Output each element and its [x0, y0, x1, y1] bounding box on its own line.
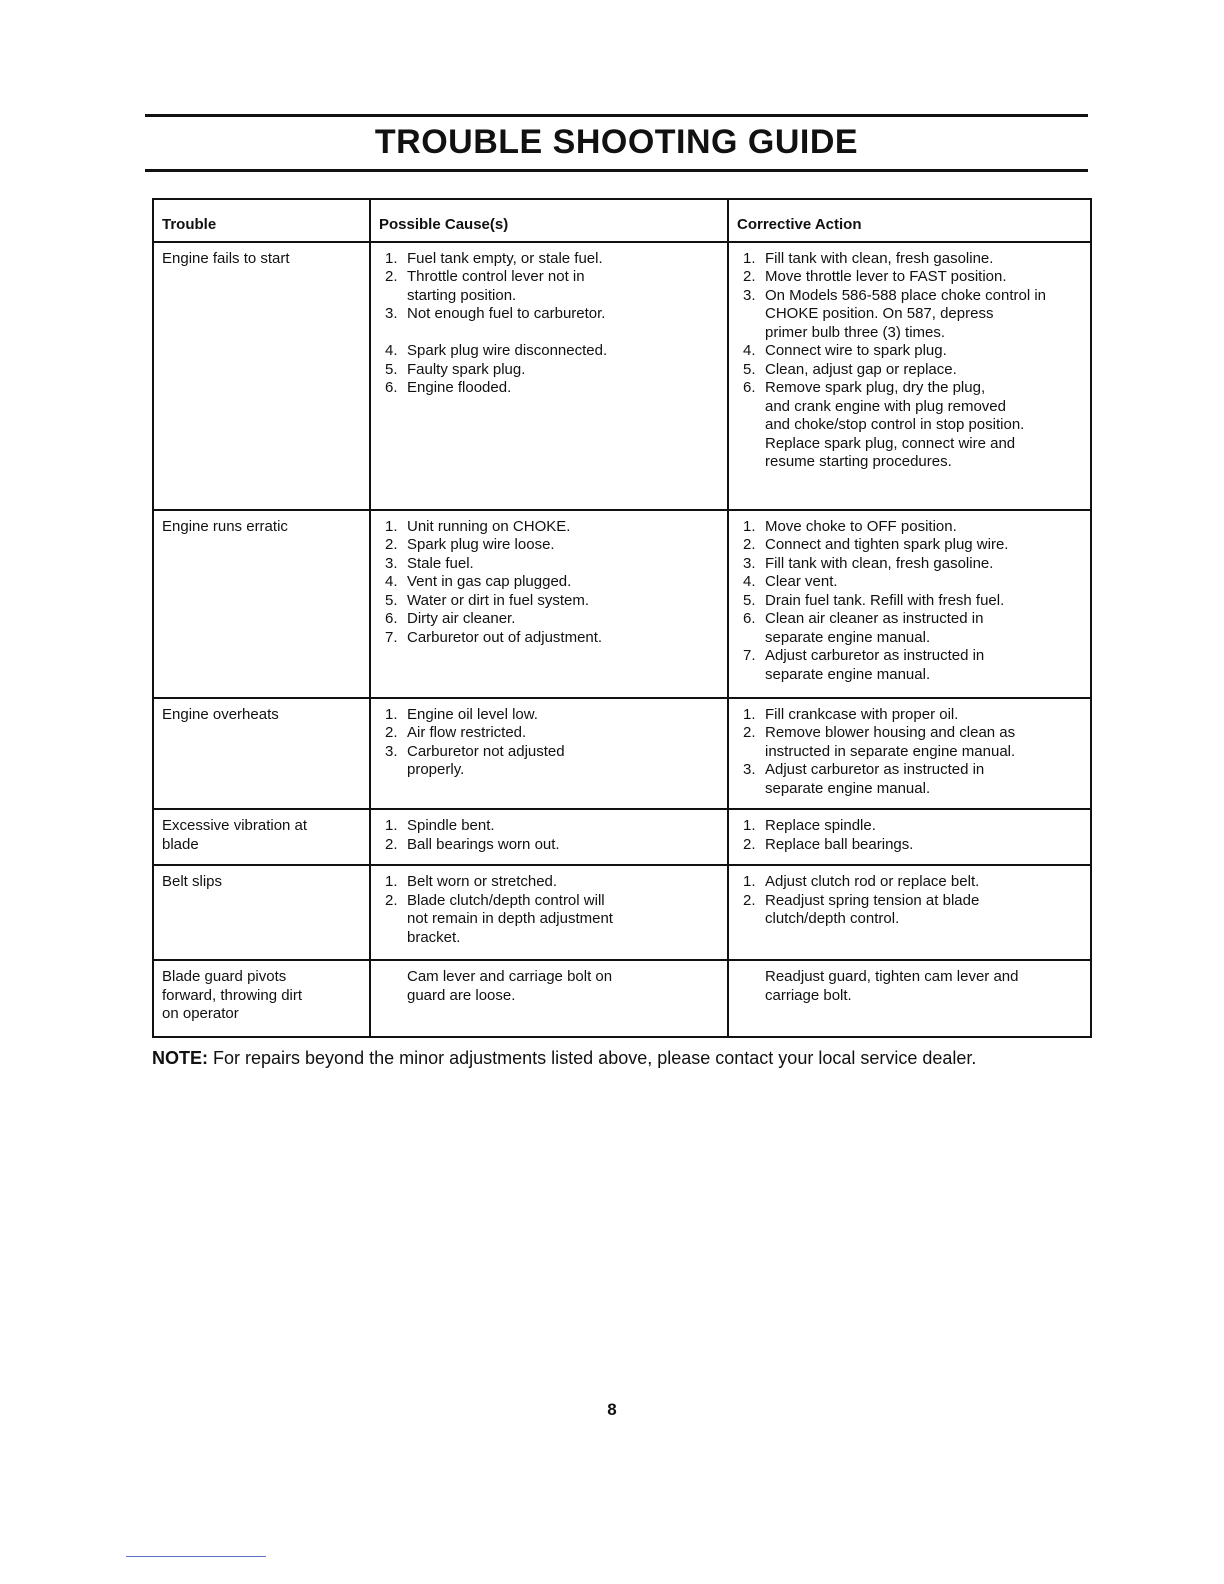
trouble-cell	[153, 960, 370, 1037]
note-text: For repairs beyond the minor adjustments listed above, please contact your local service dealer.	[208, 1048, 977, 1068]
item-number: 1.	[385, 249, 398, 267]
causes-cell	[370, 698, 728, 810]
list-item	[743, 836, 1082, 855]
list-item	[743, 250, 1082, 269]
item-text: Vent in gas cap plugged.	[407, 573, 572, 590]
list-item	[385, 629, 719, 648]
item-number: 6.	[743, 610, 756, 627]
item-text: Adjust clutch rod or replace belt.	[765, 873, 980, 890]
actions-cell	[728, 510, 1091, 698]
item-number: 1.	[743, 705, 756, 723]
causes-cell	[370, 865, 728, 960]
item-text: Belt worn or stretched.	[407, 873, 558, 890]
item-text: Remove spark plug, dry the plug, and crank engine with plug removed and choke/stop control in stop position. Replace spark plug, connect wire and resume starting procedures.	[765, 379, 1025, 470]
list-item	[743, 706, 1082, 725]
list-item	[385, 250, 719, 269]
list-item	[385, 573, 719, 592]
actions-list	[737, 518, 1082, 685]
list-item	[385, 817, 719, 836]
item-text: Clean, adjust gap or replace.	[765, 360, 957, 378]
list-item	[743, 610, 1082, 647]
list-item	[385, 342, 719, 361]
item-number: 3.	[385, 742, 398, 760]
item-number: 6.	[385, 379, 398, 396]
cause-text: Cam lever and carriage bolt on guard are loose.	[407, 968, 613, 1004]
trouble-cell	[153, 242, 370, 510]
table-row	[153, 865, 1091, 960]
item-text: Replace ball bearings.	[765, 835, 914, 853]
item-number: 3.	[743, 761, 756, 778]
causes-cell	[370, 960, 728, 1037]
list-item	[385, 536, 719, 555]
causes-cell	[370, 242, 728, 510]
actions-list	[737, 873, 1082, 929]
list-item	[385, 361, 719, 380]
causes-cell	[370, 510, 728, 698]
item-number: 2.	[385, 724, 398, 741]
item-text: Remove blower housing and clean as instructed in separate engine manual.	[765, 724, 1016, 760]
list-item	[385, 518, 719, 537]
item-text: Fill tank with clean, fresh gasoline.	[765, 249, 994, 267]
item-number: 4.	[385, 573, 398, 590]
header-corrective-action: Corrective Action	[728, 199, 1091, 242]
scan-divider-line	[126, 1556, 266, 1557]
item-text: Clear vent.	[765, 573, 838, 590]
trouble-text: Blade guard pivots forward, throwing dirt on operator	[162, 968, 303, 1022]
item-text: Spark plug wire disconnected.	[407, 342, 608, 359]
item-text: Spindle bent.	[407, 817, 495, 834]
list-item	[385, 379, 719, 398]
actions-list	[737, 250, 1082, 472]
item-number: 5.	[385, 591, 398, 609]
list-item	[743, 761, 1082, 798]
item-number: 3.	[743, 286, 756, 304]
list-item	[743, 892, 1082, 929]
list-item	[385, 268, 719, 305]
item-text: Carburetor not adjusted properly.	[407, 742, 565, 778]
table-row	[153, 510, 1091, 698]
item-number: 6.	[385, 610, 398, 627]
trouble-cell	[153, 698, 370, 810]
item-text: Spark plug wire loose.	[407, 536, 555, 553]
item-text: Unit running on CHOKE.	[407, 517, 571, 535]
item-text: Replace spindle.	[765, 817, 876, 834]
causes-cell	[370, 809, 728, 865]
page-number: 8	[607, 1400, 617, 1419]
item-number: 4.	[385, 342, 398, 359]
item-number: 2.	[743, 724, 756, 741]
list-item	[385, 873, 719, 892]
header-trouble: Trouble	[153, 199, 370, 242]
item-text: Dirty air cleaner.	[407, 610, 516, 627]
item-number: 1.	[743, 817, 756, 834]
item-number: 6.	[743, 379, 756, 396]
item-number: 3.	[743, 554, 756, 572]
trouble-text: Engine overheats	[162, 705, 279, 723]
item-number: 2.	[385, 835, 398, 853]
item-text: Carburetor out of adjustment.	[407, 628, 603, 646]
service-note	[152, 1046, 1102, 1070]
item-number: 1.	[743, 517, 756, 535]
list-item	[743, 342, 1082, 361]
page-title: TROUBLE SHOOTING GUIDE	[374, 123, 859, 161]
item-number: 2.	[743, 268, 756, 285]
item-text: Water or dirt in fuel system.	[407, 591, 589, 609]
item-number: 1.	[743, 249, 756, 267]
causes-list	[379, 250, 719, 398]
actions-list	[737, 706, 1082, 799]
list-item	[385, 724, 719, 743]
list-item	[385, 706, 719, 725]
note-label: NOTE:	[152, 1048, 208, 1068]
header-possible-causes: Possible Cause(s)	[370, 199, 728, 242]
item-number: 3.	[385, 554, 398, 572]
list-item	[385, 610, 719, 629]
item-text: On Models 586-588 place choke control in CHOKE position. On 587, depress primer bulb three (3) times.	[765, 286, 1047, 341]
list-item	[743, 379, 1082, 472]
item-text: Air flow restricted.	[407, 724, 527, 741]
list-item	[743, 268, 1082, 287]
list-item	[743, 592, 1082, 611]
item-text: Connect and tighten spark plug wire.	[765, 536, 1009, 553]
item-text: Fill tank with clean, fresh gasoline.	[765, 554, 994, 572]
item-number: 1.	[385, 817, 398, 834]
title-bottom-rule	[145, 169, 1088, 172]
item-text: Faulty spark plug.	[407, 360, 526, 378]
item-text: Engine oil level low.	[407, 705, 538, 723]
actions-cell	[728, 242, 1091, 510]
causes-list	[379, 873, 719, 947]
item-text: Throttle control lever not in starting position.	[407, 268, 585, 304]
list-item	[743, 536, 1082, 555]
item-text: Connect wire to spark plug.	[765, 342, 947, 359]
item-number: 3.	[385, 305, 398, 322]
list-item	[385, 836, 719, 855]
item-number: 4.	[743, 573, 756, 590]
list-item	[743, 361, 1082, 380]
item-number: 2.	[385, 891, 398, 909]
item-number: 5.	[743, 591, 756, 609]
list-item	[743, 724, 1082, 761]
trouble-cell	[153, 510, 370, 698]
action-text: Readjust guard, tighten cam lever and carriage bolt.	[765, 968, 1019, 1004]
item-number: 2.	[385, 536, 398, 553]
table-header-row	[153, 199, 1091, 242]
list-item	[385, 592, 719, 611]
item-number: 2.	[743, 835, 756, 853]
item-text: Fuel tank empty, or stale fuel.	[407, 249, 603, 267]
trouble-text: Belt slips	[162, 873, 223, 890]
list-item	[743, 647, 1082, 684]
trouble-text: Engine fails to start	[162, 249, 290, 267]
item-text: Move choke to OFF position.	[765, 517, 957, 535]
item-text: Drain fuel tank. Refill with fresh fuel.	[765, 591, 1005, 609]
item-text: Adjust carburetor as instructed in separate engine manual.	[765, 761, 985, 797]
item-number: 7.	[743, 647, 756, 664]
item-number: 1.	[385, 873, 398, 890]
item-text: Stale fuel.	[407, 554, 474, 572]
causes-list	[379, 706, 719, 780]
list-item	[743, 817, 1082, 836]
causes-list	[379, 817, 719, 854]
actions-cell	[728, 960, 1091, 1037]
item-number: 5.	[385, 360, 398, 378]
item-number: 4.	[743, 342, 756, 359]
item-text: Clean air cleaner as instructed in separate engine manual.	[765, 610, 984, 646]
list-item	[385, 305, 719, 342]
item-number: 1.	[385, 705, 398, 723]
actions-list	[737, 817, 1082, 854]
list-item	[743, 555, 1082, 574]
actions-cell	[728, 865, 1091, 960]
item-number: 1.	[385, 517, 398, 535]
actions-cell	[728, 809, 1091, 865]
list-item	[385, 743, 719, 780]
item-text: Blade clutch/depth control will not remain in depth adjustment bracket.	[407, 891, 613, 946]
item-number: 7.	[385, 628, 398, 646]
trouble-text: Engine runs erratic	[162, 517, 288, 535]
list-item	[743, 873, 1082, 892]
item-text: Adjust carburetor as instructed in separate engine manual.	[765, 647, 985, 683]
table-row	[153, 960, 1091, 1037]
item-text: Readjust spring tension at blade clutch/depth control.	[765, 891, 980, 927]
list-item	[743, 573, 1082, 592]
list-item	[385, 892, 719, 948]
table-row	[153, 809, 1091, 865]
trouble-cell	[153, 809, 370, 865]
table-row	[153, 242, 1091, 510]
trouble-text: Excessive vibration at blade	[162, 817, 308, 853]
list-item	[743, 287, 1082, 343]
item-text: Not enough fuel to carburetor.	[407, 305, 606, 322]
item-number: 1.	[743, 873, 756, 890]
trouble-shooting-table	[152, 198, 1092, 1038]
causes-list	[379, 518, 719, 648]
item-number: 2.	[743, 536, 756, 553]
item-text: Engine flooded.	[407, 379, 512, 396]
item-number: 2.	[743, 891, 756, 909]
list-item	[743, 518, 1082, 537]
item-text: Ball bearings worn out.	[407, 835, 560, 853]
list-item	[385, 555, 719, 574]
trouble-cell	[153, 865, 370, 960]
item-number: 2.	[385, 268, 398, 285]
item-text: Fill crankcase with proper oil.	[765, 705, 959, 723]
table-row	[153, 698, 1091, 810]
item-number: 5.	[743, 360, 756, 378]
item-text: Move throttle lever to FAST position.	[765, 268, 1007, 285]
actions-cell	[728, 698, 1091, 810]
